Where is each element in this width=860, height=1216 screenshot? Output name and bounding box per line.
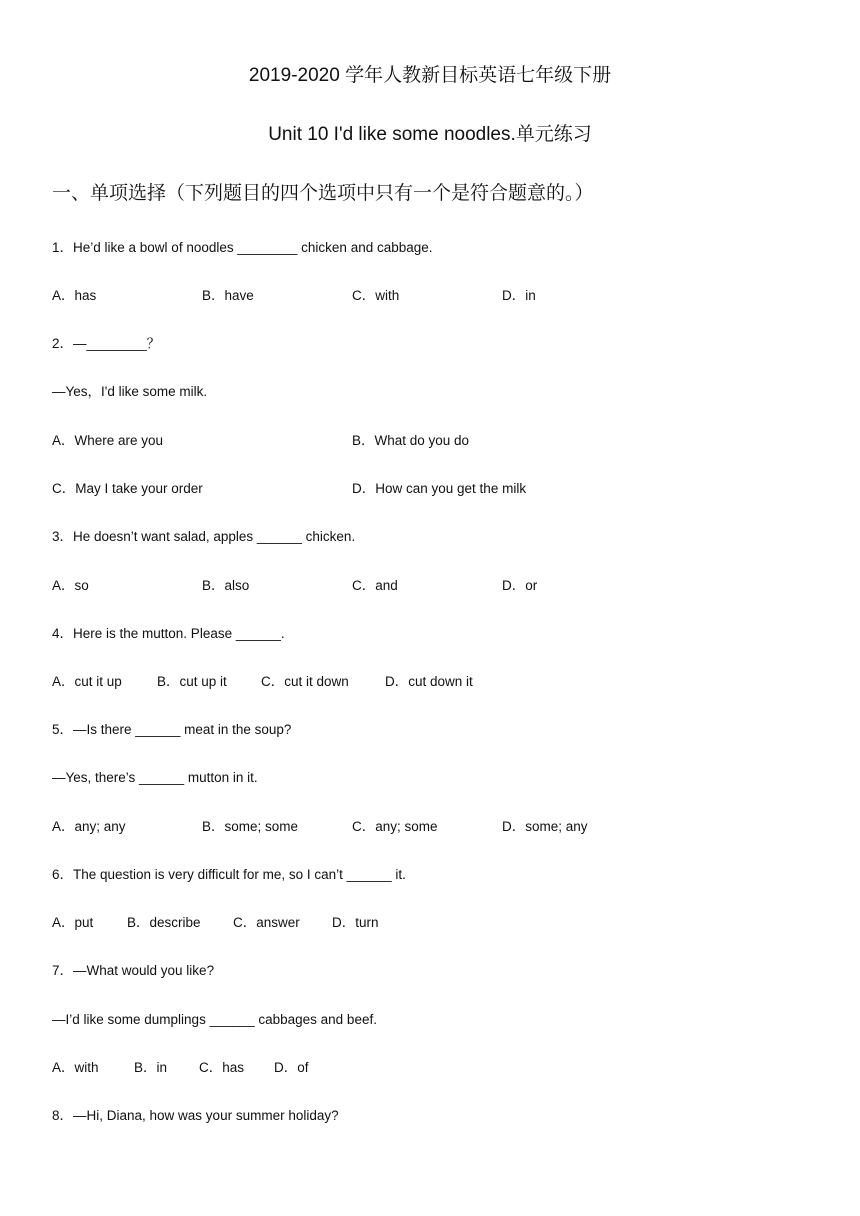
question-reply: —Yes，I'd like some milk. [52, 384, 208, 399]
option-b: B．describe [127, 915, 201, 930]
option-b: B．some; some [202, 819, 299, 834]
question-stem: 1．He’d like a bowl of noodles ________ chicken and cabbage. [52, 240, 433, 255]
question-stem: 6．The question is very difficult for me, so I can’t ______ it. [52, 867, 406, 882]
question-stem: 7．—What would you like? [52, 963, 215, 978]
option-d: D．some; any [502, 819, 588, 834]
option-b: B．What do you do [352, 433, 470, 448]
option-c: C．cut it down [261, 674, 349, 689]
question-stem: 4．Here is the mutton. Please ______. [52, 626, 285, 641]
option-c: C．any; some [352, 819, 438, 834]
option-d: D．of [274, 1060, 309, 1075]
document-subtitle: Unit 10 I'd like some noodles.单元练习 [268, 124, 592, 145]
option-d: D．turn [332, 915, 379, 930]
option-b: B．cut up it [157, 674, 227, 689]
option-d: D．cut down it [385, 674, 473, 689]
question-stem: 2．—________？ [52, 336, 161, 351]
option-d: D．How can you get the milk [352, 481, 527, 496]
option-c: C．answer [233, 915, 300, 930]
option-a: A．has [52, 288, 97, 303]
option-a: A．cut it up [52, 674, 122, 689]
question-reply: —Yes, there’s ______ mutton in it. [52, 770, 258, 785]
option-c: C．with [352, 288, 400, 303]
option-b: B．in [134, 1060, 168, 1075]
option-d: D．in [502, 288, 536, 303]
option-a: A．with [52, 1060, 99, 1075]
option-b: B．have [202, 288, 254, 303]
question-stem: 5．—Is there ______ meat in the soup? [52, 722, 292, 737]
option-d: D．or [502, 578, 538, 593]
question-reply: —I’d like some dumplings ______ cabbages and beef. [52, 1012, 377, 1027]
option-b: B．also [202, 578, 250, 593]
option-c: C．and [352, 578, 398, 593]
option-c: C．May I take your order [52, 481, 203, 496]
option-a: A．so [52, 578, 89, 593]
option-a: A．Where are you [52, 433, 164, 448]
question-stem: 3．He doesn’t want salad, apples ______ chicken. [52, 529, 356, 544]
document-title: 2019-2020 学年人教新目标英语七年级下册 [248, 65, 612, 86]
section-heading: 一、单项选择（下列题目的四个选项中只有一个是符合题意的。） [52, 183, 594, 204]
option-c: C．has [199, 1060, 245, 1075]
option-a: A．any; any [52, 819, 126, 834]
question-stem: 8．—Hi, Diana, how was your summer holiday? [52, 1108, 339, 1123]
option-a: A．put [52, 915, 94, 930]
